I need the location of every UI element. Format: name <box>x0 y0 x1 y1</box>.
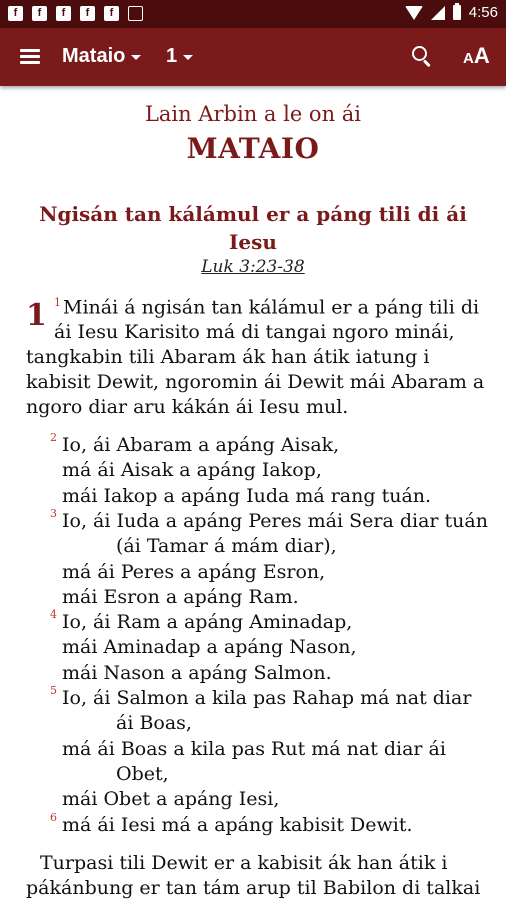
wifi-icon <box>405 6 423 20</box>
verse-text: mái Iakop a apáng Iuda má rang tuán. <box>62 484 432 507</box>
verse-text: mái Aminadap a apáng Nason, <box>62 636 357 659</box>
verse-text: (ái Tamar á mám diar), <box>116 535 337 558</box>
book-name: Mataio <box>62 45 126 67</box>
verse-line <box>62 586 299 608</box>
verse-line <box>62 636 357 658</box>
verse-line <box>62 788 279 810</box>
chapter-number-large: 1 <box>26 298 47 333</box>
verse-line <box>62 459 322 481</box>
verse-line <box>62 561 325 583</box>
battery-icon <box>453 5 461 20</box>
verse-line <box>62 662 332 684</box>
verse-text: má ái Iesi má a apáng kabisit Dewit. <box>62 813 413 836</box>
menu-icon[interactable] <box>20 48 40 64</box>
verse-line <box>50 506 488 532</box>
verse-line <box>50 810 413 836</box>
verse-text: Io, ái Salmon a kila pas Rahap má nat diar <box>62 687 472 709</box>
verse-line <box>50 684 472 709</box>
chevron-down-icon <box>183 55 193 60</box>
clock: 4:56 <box>468 4 498 21</box>
verse-line <box>50 431 340 456</box>
verse-line: Turpasi tili Dewit er a kabisit ák han átik i <box>40 852 448 874</box>
verse-line <box>62 738 446 760</box>
verse-number: 4 <box>50 608 57 622</box>
verse-line <box>116 712 192 734</box>
app-bar <box>0 28 506 86</box>
facebook-icon: f <box>104 6 119 21</box>
verse-line: ái Iesu Karisito má di tangai ngoro minái, <box>54 321 455 343</box>
status-bar <box>0 0 506 28</box>
chapter-number: 1 <box>166 45 178 67</box>
verse-text: mái Obet a apáng Iesi, <box>62 788 280 811</box>
facebook-icon: f <box>8 6 23 21</box>
signal-icon <box>431 6 445 20</box>
notification-icons <box>8 6 143 21</box>
image-icon <box>128 6 143 21</box>
status-right <box>405 4 498 21</box>
scripture-content[interactable] <box>0 86 506 900</box>
verse-line <box>62 485 431 507</box>
chevron-down-icon <box>131 55 141 60</box>
text-size-icon[interactable]: AA <box>463 43 490 68</box>
verse-text: má ái Peres a apáng Esron, <box>62 560 326 583</box>
facebook-icon: f <box>80 6 95 21</box>
verse-number: 5 <box>50 684 57 697</box>
verse-text: Io, ái Iuda a apáng Peres mái Sera diar tuán <box>62 509 488 532</box>
verse-number: 3 <box>50 506 57 520</box>
cross-reference-link[interactable]: Luk 3:23-38 <box>201 257 305 277</box>
verse-line <box>116 535 337 557</box>
verse-number: 6 <box>50 810 57 824</box>
book-title: MATAIO <box>186 132 320 165</box>
verse-line: $^1$ Minái á ngisán tan kálámul er a páng tili di <box>54 296 480 319</box>
verse-text: má ái Boas a kila pas Rut má nat diar ái <box>62 737 446 760</box>
verse-line: ngoro diar aru kákán ái Iesu mul. <box>26 396 349 418</box>
verse-text: mái Esron a apáng Ram. <box>62 585 299 608</box>
verse-text: mái Nason a apáng Salmon. <box>62 661 332 684</box>
verse-line: tangkabin tili Abaram ák han átik iatung i <box>26 346 430 368</box>
chapter-selector[interactable] <box>166 45 193 68</box>
verse-number: 1 <box>54 296 61 309</box>
section-reference[interactable] <box>0 257 506 277</box>
verse-text: má ái Aisak a apáng Iakop, <box>62 459 322 482</box>
verse-line: kabisit Dewit, ngoromin ái Dewit mái Abaram a <box>26 371 485 393</box>
verse-text: Io, ái Ram a apáng Aminadap, <box>62 611 353 634</box>
verse-text: Obet, <box>116 762 169 785</box>
verse-line <box>116 763 169 785</box>
verse-line <box>50 608 353 634</box>
search-icon[interactable] <box>412 46 432 66</box>
facebook-icon: f <box>32 6 47 21</box>
facebook-icon: f <box>56 6 71 21</box>
verse-text: ái Boas, <box>116 712 192 735</box>
book-heading: Lain Arbin a le on ái <box>144 102 362 126</box>
verse-text: Io, ái Abaram a apáng Aisak, <box>62 434 340 456</box>
verse-number: 2 <box>50 431 57 444</box>
book-selector[interactable] <box>62 45 141 68</box>
verse-line: pákánbung er tan tám arup til Babilon di talkai <box>26 877 481 899</box>
section-title: Ngisán tan kálámul er a páng tili di ái Iesu <box>39 202 467 254</box>
